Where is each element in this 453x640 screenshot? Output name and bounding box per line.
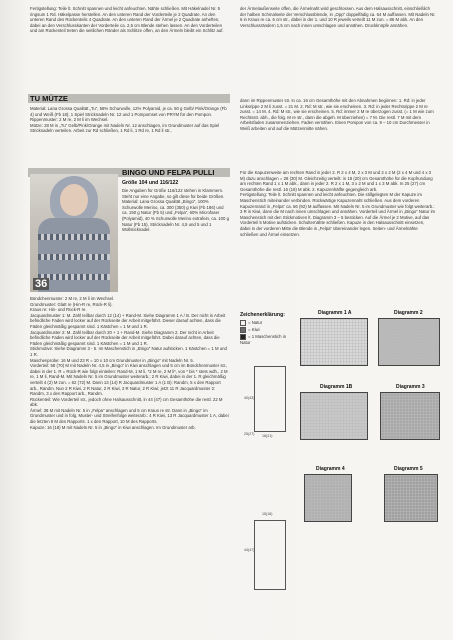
key-title: Zeichenerklärung: [240,312,285,318]
bingo-title: BINGO UND FELPA PULLI [122,168,215,177]
bingo-intro: Die Angaben für Größe 116/122 stehen in Klammern. Steht nur eine Angabe, so gilt diese für beide Größen. Material: Lana Grossa Qualität „Bingo“, 100% Schurwolle Merino, ca. 300 (350) g Kiwi (Fb 186) und ca. 150 g Natur (Fb 5) und „Felpa“, 60% Microfaser (Polyamid), 40 % Schurwolle Merino extrafein, ca. 100 g Natur (Fb 15), Stricknadeln Nr. 4,5 und 5 und 1 Wollsticknadel. [122,188,229,233]
diagram-1b [300,392,368,440]
diagram-4 [304,474,352,522]
key-natur: = Natur [240,320,262,326]
key-stitch: = 1 Maschenstich in Natur [240,334,287,345]
top-left-text: Fertigstellung: Teile lt. Schnitt spannen und leicht anfeuchten. Nähte schließen. Mit Häkelnadel Nr. 5 ringsum 1 Rd. Häkelpasse herstellen. An den unteren Rand der Vorderteile je 2 Quadrate. An den unteren Rand des Rückenteils 4 Quadrate. An den unteren Rand der Ärmel je 2 Quadrate anheften, dabei an den Verschlusskanten der Vorderteile ca. 2,5 cm Blende stehen lassen. An den Vorderteilen und am Rückenteil treten die seitlichen Ränder als Schlitze offen, an den Ärmeln bleibt ein Schlitz auf. [30,6,224,34]
tumuetze-title: TU MÜTZE [30,94,68,103]
diagram-5 [384,474,438,522]
child-photo [30,174,118,292]
bingo-main: Bündchenmuster: 2 M re, 2 M li im Wechsel. Grundmuster: Glatt re (Hin-R re, Rück-R li). Kraus re: Hin- und Rück-R re. Jacquardmuster 1: M. Zahl teilbar durch 12 (14) + Rand-M. Siehe Diagramm 1 A / B. Der nicht in Arbeit befindliche Faden wird locker auf der Rückseite der Arbeit mitgeführt. Dieser darauf achten, dass die Fäden gleichmäßig gespannt sind. 1 Kästchen = 1 M und 1 R. Jacquardmuster 2: M. Zahl teilbar durch 20 + 1 + Rand-M. Siehe Diagramm 2. Der nicht in Arbeit befindliche Faden wird locker auf der Rückseite der Arbeit mitgeführt. Dabei darauf achten, dass die Fäden gleichmäßig gespannt sind. 1 Kästchen = 1 M und 1 R. Stickmotive: Siehe Diagramm 3 - 5. Im Maschenstich in „Bingo“ Natur aufsticken. 1 Kästchen = 1 M und 1 R. Maschenprobe: 16 M und 23 R = 10 x 10 cm Grundmuster in „Bingo“ mit Nadeln Nr. 5. Vorderteil: 58 (70) M mit Nadeln Nr. 4,5 in „Bingo“ in Kiwi anschlagen und 5 cm im Bündchenmuster str., dabei in der 1. R = Rück-R wie folgt einteilen: Rand-M, 1 M li, *2 M re, 2 M li*, von * bis * stets wdh., 2 M re, 1 M li, Rand-M. Mit Nadeln Nr. 5 im Grundmuster weiterarb.; 2 R Kiwi, dabei in der 1. R gleichmäßig verteilt 4 (2) M zun. = 62 (72) M. Dann 13 (14) R Jacquardmuster 1 A (1 B): Randm, 5 x den Rapport arb., Randm. Nun 2 R Kiwi, 2 R Natur, 2 R Kiwi, 2 R Natur, 2 R Kiwi; jetzt 11 R Jacquardmuster 2: Randm, 3 x den Rapport arb., Randm. Rückenteil: Wie Vorderteil str., jedoch ohne Halsausschnitt, in 44 (47) cm Gesamthöhe die restl. 22 M abk. Ärmel: 38 M mit Nadeln Nr. 5 in „Felpa“ anschlagen und 5 cm Kraus re str. Dann in „Bingo“ im Grundmuster und in folg. Muster- und Streifenfolge weiterarb.: 4 R Kiwi, 13 R Jacquardmuster 1 A, dabei die letzten 8 M des Rapports. 1 x den Rapport, 10 M des Rapports. Kapuze: 16 (18) M mit Nadeln Nr. 5 in „Bingo“ in Kiwi anschlagen. Im Grundmuster arb. [30,296,229,430]
bingo-size: Größe 104 und 116/122 [122,180,179,186]
sch-label-2: 25(27) [244,432,255,436]
tumuetze-body: Material: Lana Grossa Qualität „Tu“, 58% Schurwolle, 12% Polyamid, je ca. 50 g Gelb/ Pink/Orange (Fb 4) und Weiß (Fb 18); 1 Spiel Stricknadeln Nr. 12 und 1 Pompomset von PRYM für den Pompon. Rippenmuster: 2 M re, 2 M li im Wechsel. Mütze: 28 M in „Tu“ Gelb/Pink/Orange mit Nadeln Nr. 12 anschlagen, im Grundmuster auf das Spiel Stricknadeln verteilen. Arbeit zur Rd schließen, 1 Rd li, 1 Rd re, 1 Rd li str., [30,106,227,134]
diagram-5-label: Diagramm 5 [394,466,423,472]
diagram-2 [378,318,440,366]
top-right-text: der Ärmelaußenseite offen, die Ärmelnaht wird geschlossen. Aus dem Halsausschnitt, einschließlich der halben Schmalseite der Verschlussblende, in „Opp“ doppelfädig ca. 64 M auffassen. Mit Nadeln Nr. 6 in Kraus re ca. 6 cm str., dabei in der 1. und 10 R jeweils verteilt 11 M zun. = 86 M abk. An den Verschlussrändern 1,5 cm nach innen umschlagen und annähen. Druckknöpfe annähen. [240,6,436,28]
diagram-1a [300,318,368,366]
front-schematic [254,366,286,432]
diagram-1a-label: Diagramm 1 A [318,310,352,316]
diagram-1b-label: Diagramm 1B [320,384,353,390]
sch-label-1: 40(43) [244,396,255,400]
sch-label-3: 16(21) [262,434,273,438]
diagram-2-label: Diagramm 2 [394,310,423,316]
pattern-number: 36 [35,278,48,290]
diagram-3-label: Diagramm 3 [396,384,425,390]
diagram-3 [380,392,440,440]
bingo-right: Für die Kapuzenweite am rechten Rand in jeder 2. R 2 x 4 M, 2 x 3 M und 2 x 2 M (2 x 4 M und 4 x 3 M) dazu anschlagen = 28 (30) M. Gleichzeitig verteilt: in 18 (20) cm Gesamthöhe für die Kopfrundung am rechten Rand 1 x 1 M abk., dann in jeder 2. R 2 x 1 M, 3 x 2 M und 1 x 3 M abk. In 25 (27) cm Gesamthöhe die restl. 16 (18) M abk. 2. Kapuzenhälfte gegengleich arb. Fertigstellung: Teile lt. Schnitt spannen und leicht anfeuchten. Die stillgelegten M der Kapuze im Maschenstich miteinander verbinden. Rückwärtige Kapuzennaht schließen. Aus dem vorderen Kapuzenrand in „Felpa“ ca. 66 (92) M auffassen. Mit Nadeln Nr. 5 im Grundmuster wie folgt weiterarb.: 3 R in Kiwi, dann die M nach innen umschlagen und annähen. Vorderteil und Ärmel in „Bingo“ Natur im Maschenstich mit den Stickmotiven lt. Diagramm 3 – 5 besticken. Auf die Ärmel je 2 Motive, auf das Vorderteil 5 Motive aufsticken. Schulternähte schließen. Kapuze in den Halsausschnitt einsetzen, dabei in der vorderen Mitte die Blende in „Felpa“ übereinander legen. Seiten- und Ärmelnähte schließen und Ärmel einsetzen. [240,170,436,237]
diagram-4-label: Diagramm 4 [316,466,345,472]
sleeve-schematic [254,520,286,590]
sch-label-4: 15(16) [262,512,273,516]
tumuetze-right: dann im Rippenmuster str. In ca. 16 cm Gesamthöhe mit den Abnahmen beginnen: 1. Rd: in jeder Linksrippe 2 M li zusst. = 21 M. 2. Rd: M str., wie sie erscheinen. 3. Rd: in jeder Rechtsrippe 2 M re zusst. = 14 M. 4. Rd: M str., wie sie erscheinen. 5. Rd: immer 2 M re überzogen zusst. (= 1 M wie zum Rechtsstr. abh., die folg. M re str., dann die abgeh. M überziehen) = 7 M. Die restl. 7 M mit dem Arbeitsfaden zusammenziehen. Faden vernähen. Einen Pompon von ca. 9 – 10 cm Durchmesser in Weiß arbeiten und auf die Mützenmitte nähen. [240,98,434,131]
sch-label-5: 44(47) [244,548,255,552]
key-kiwi: = Kiwi [240,327,260,333]
